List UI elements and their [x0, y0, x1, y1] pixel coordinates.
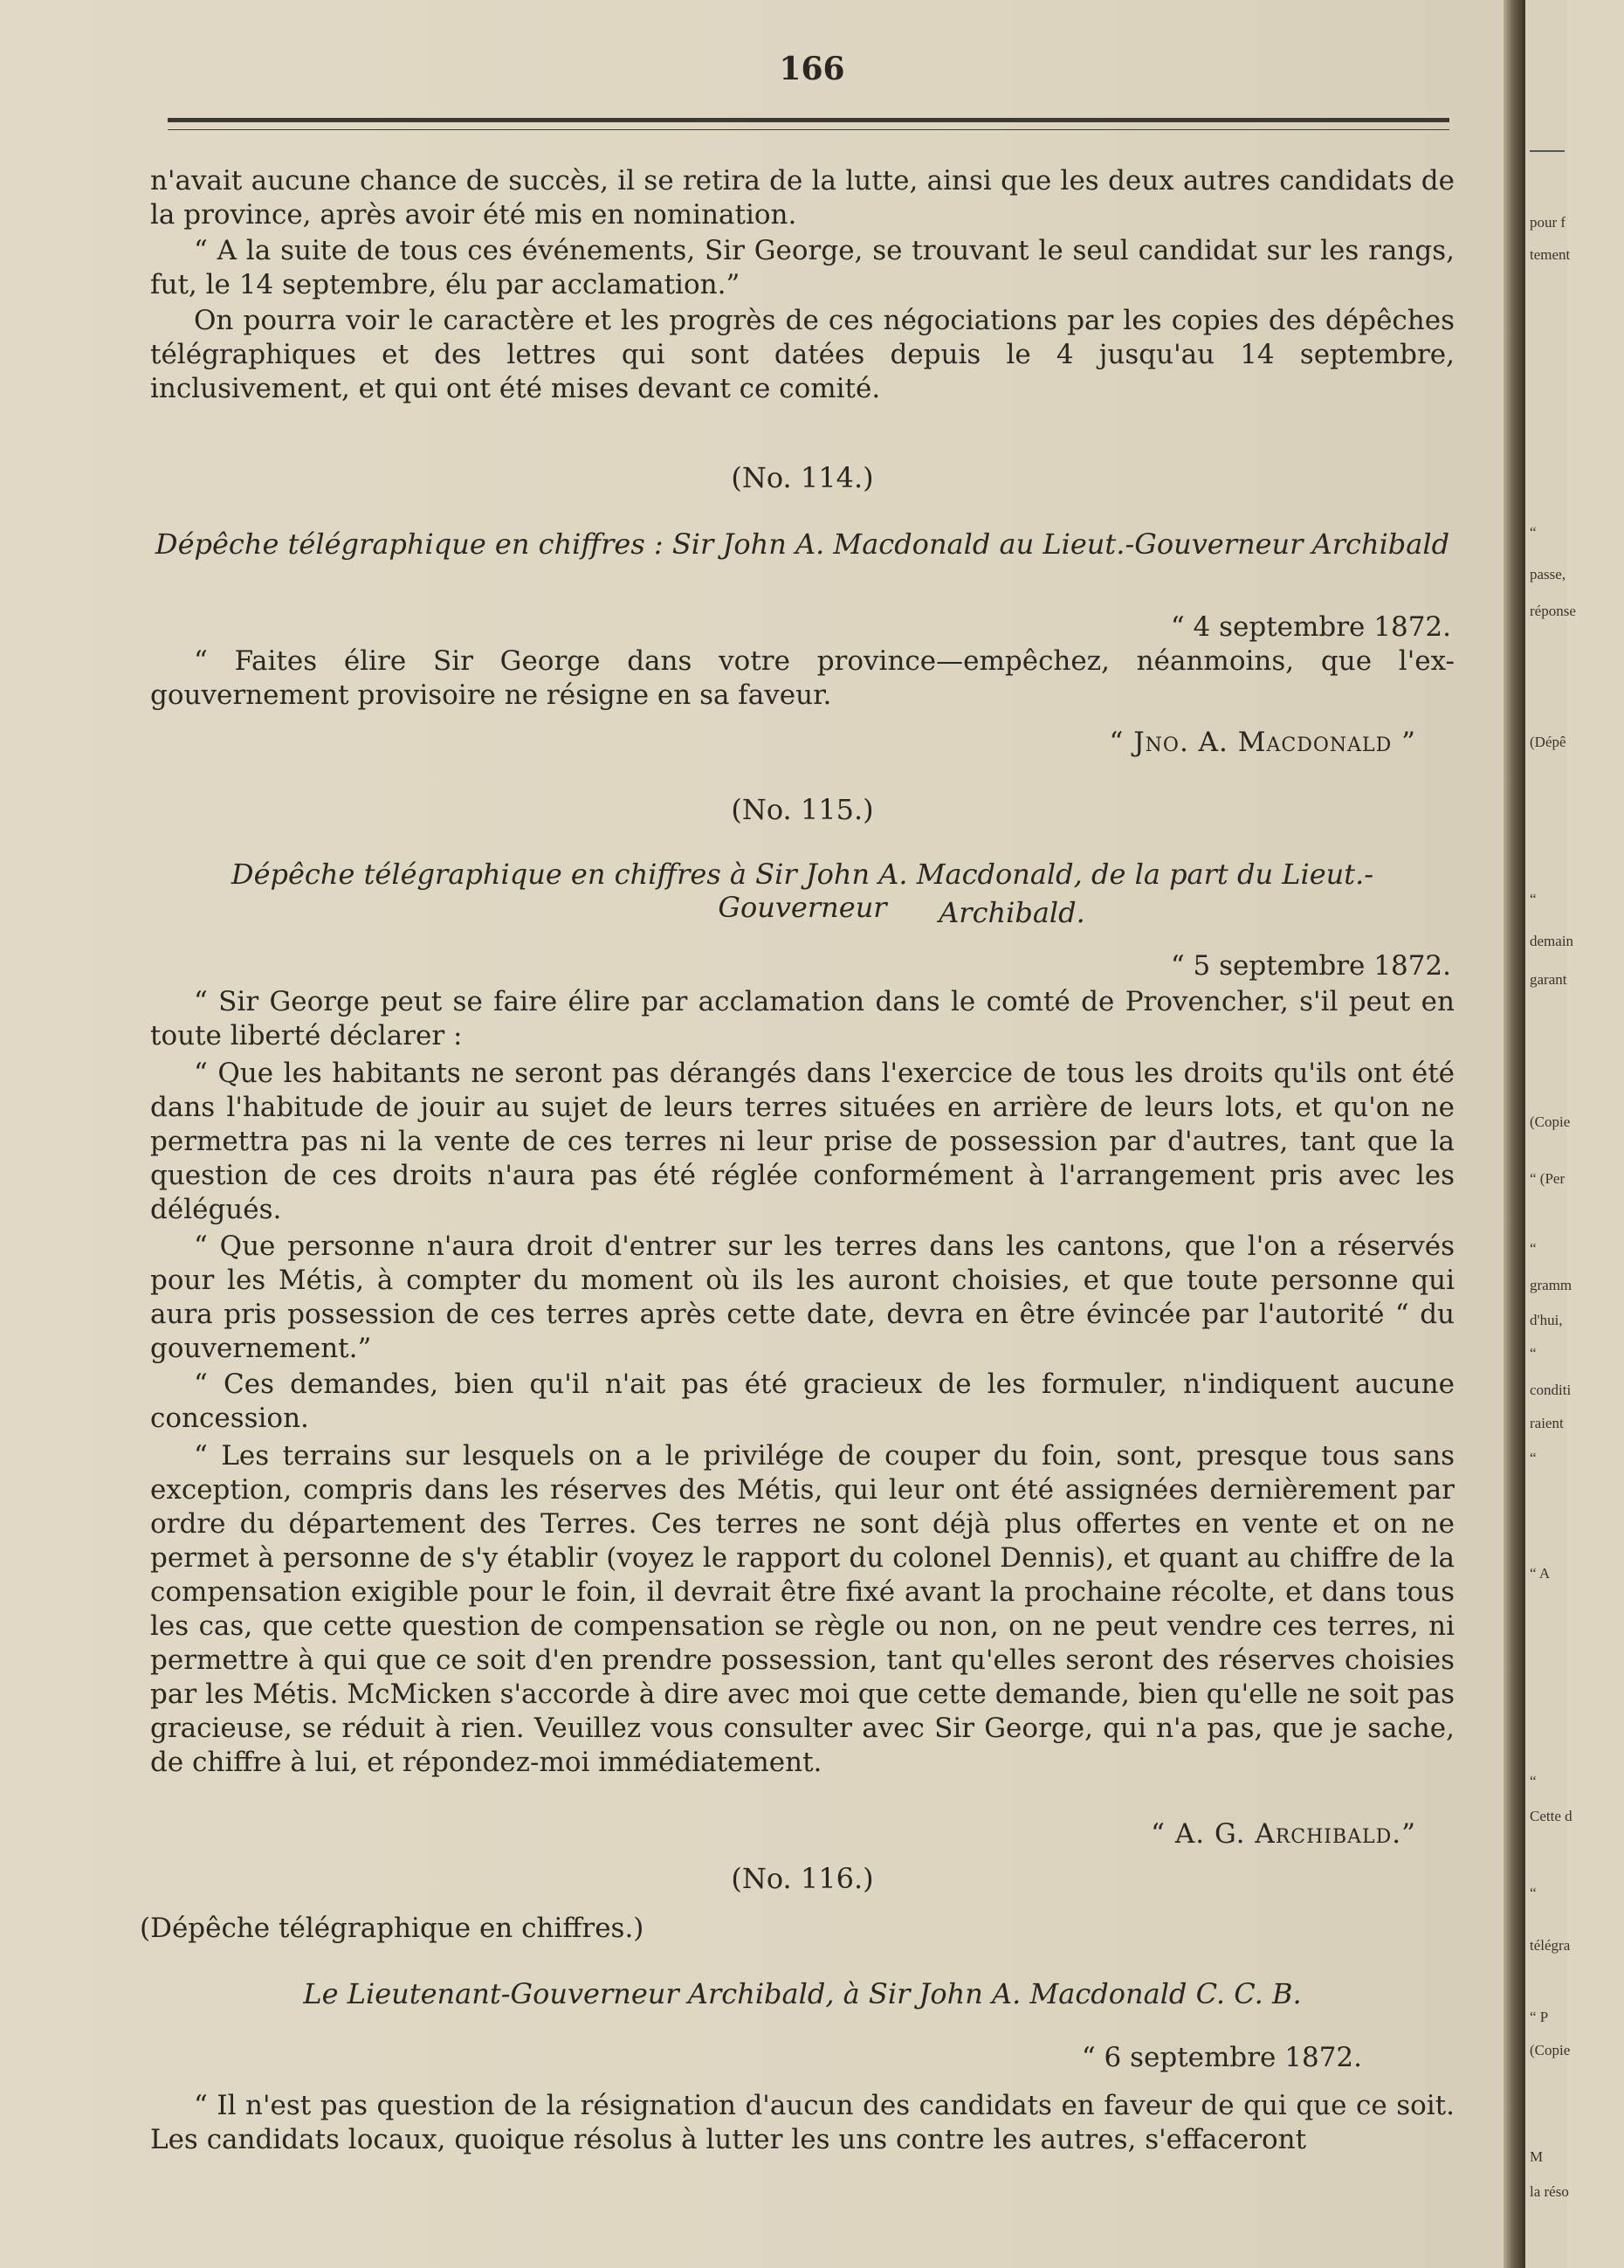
adjacent-page-fragment: “ A — [1530, 1565, 1551, 1582]
document-title-115-line1: Dépêche télégraphique en chiffres à Sir John A. Macdonald, de la part du Lieut.-Gouverneur — [231, 858, 1374, 924]
adjacent-page-fragment: “ (Per — [1530, 1170, 1566, 1187]
adjacent-page-fragment: “ — [1530, 1885, 1537, 1901]
adjacent-page-fragment: passe, — [1530, 566, 1566, 583]
adjacent-page-fragment: demain — [1530, 933, 1574, 949]
adjacent-page-fragment: pour f — [1530, 214, 1566, 231]
adjacent-page-fragment: “ — [1530, 1345, 1537, 1361]
adjacent-page-fragment: M — [1530, 2148, 1544, 2165]
document-paragraph-115-1: “ Sir George peut se faire élire par acclamation dans le comté de Provencher, s'il peut en toute liberté déclarer : — [150, 986, 1455, 1051]
document-title-116: Le Lieutenant-Gouverneur Archibald, à Sir John A. Macdonald C. C. B. — [303, 1977, 1302, 2010]
adjacent-page-fragment: télégra — [1530, 1937, 1571, 1954]
document-date-114: “ 4 septembre 1872. — [1170, 611, 1451, 643]
document-body-114: “ Faites élire Sir George dans votre province—empêchez, néanmoins, que l'ex-gouvernement provisoire ne résigne en sa faveur. — [150, 645, 1455, 711]
document-number-114: (No. 114.) — [731, 461, 874, 494]
adjacent-page-fragment: raient — [1530, 1415, 1564, 1431]
signature-115: “ A. G. Archibald.” — [1151, 1818, 1416, 1850]
document-paragraph-115-2: “ Que les habitants ne seront pas dérangés dans l'exercice de tous les droits qu'ils ont été dans l'habitude de jouir au sujet de leurs terres situées en arrière de leurs lots, et qu'on ne permettra pas ni la vente de ces terres ni leur prise de possession par d'autres, tant que la question de ces droits n'aura pas été réglée conformément à l'arrangement pris avec les délégués. — [150, 1058, 1455, 1225]
adjacent-page-fragment: (Copie — [1530, 1113, 1571, 1130]
adjacent-page-fragment: d'hui, — [1530, 1312, 1563, 1328]
document-paragraph-115-3: “ Que personne n'aura droit d'entrer sur les terres dans les cantons, que l'on a réservés pour les Métis, à compter du moment où ils les auront choisies, et que toute personne qui aura pris possession de ces terres après cette date, devra en être évincée par l'autorité “ du gouvernement.” — [150, 1231, 1455, 1364]
paragraph-intro-3: On pourra voir le caractère et les progrès de ces négociations par les copies des dépêches télégraphiques et des lettres qui sont datées depuis le 4 jusqu'au 14 septembre, inclusivement, et qui ont été mises devant ce comité. — [150, 305, 1455, 404]
adjacent-page-fragment: réponse — [1530, 603, 1576, 619]
signature-114: “ Jno. A. Macdonald ” — [1109, 727, 1416, 758]
adjacent-page-fragment: “ — [1530, 524, 1537, 541]
paragraph-intro-1: n'avait aucune chance de succès, il se retira de la lutte, ainsi que les deux autres candidats de la province, après avoir été mis en nomination. — [150, 165, 1455, 231]
header-rule-thin — [168, 129, 1449, 130]
document-date-116: “ 6 septembre 1872. — [1081, 2042, 1362, 2073]
adjacent-page-fragment: “ — [1530, 1773, 1537, 1789]
adjacent-page-fragment: (Dépê — [1530, 734, 1566, 750]
document-paragraph-116-1: “ Il n'est pas question de la résignation d'aucun des candidats en faveur de qui que ce soit. Les candidats locaux, quoique résolus à lutter les uns contre les autres, s'effaceront — [150, 2090, 1455, 2155]
adjacent-page-fragment: garant — [1530, 971, 1567, 988]
document-date-115: “ 5 septembre 1872. — [1170, 950, 1451, 982]
document-number-116: (No. 116.) — [731, 1862, 874, 1895]
adjacent-page-fragment: “ — [1530, 1450, 1537, 1466]
adjacent-page-rule — [1530, 150, 1565, 152]
document-paragraph-115-5: “ Les terrains sur lesquels on a le privilége de couper du foin, sont, presque tous sans exception, compris dans les réserves des Métis, qui leur ont été assignées dernièrement par ordre du département des Terres. Ces terres ne sont déjà plus offertes en vente et on ne permet à personne de s'y établir (voyez le rapport du colonel Dennis), et quant au chiffre de la compensation exigible pour le foin, il devrait être fixé avant la prochaine récolte, et dans tous les cas, que cette question de compensation se règle ou non, on ne peut vendre ces terres, ni permettre à qui que ce soit d'en prendre possession, tant qu'elles seront des réserves choisies par les Métis. McMicken s'accorde à dire avec moi que cette demande, bien qu'elle ne soit pas gracieuse, se réduit à rien. Veuillez vous consulter avec Sir George, qui n'a pas, que je sache, de chiffre à lui, et répondez-moi immédiatement. — [150, 1440, 1455, 1778]
adjacent-page-fragment: conditi — [1530, 1382, 1572, 1398]
adjacent-page-edge — [1525, 0, 1567, 2268]
adjacent-page-fragment: (Copie — [1530, 2042, 1571, 2058]
adjacent-page-fragment: Cette d — [1530, 1808, 1572, 1824]
adjacent-page-fragment: la réso — [1530, 2183, 1569, 2200]
book-gutter — [1504, 0, 1525, 2268]
header-rule-thick — [168, 118, 1449, 122]
adjacent-page-fragment: “ — [1530, 1240, 1537, 1257]
document-title-115-line2: Archibald. — [939, 896, 1085, 929]
document-header-116: (Dépêche télégraphique en chiffres.) — [140, 1913, 644, 1944]
document-title-114: Dépêche télégraphique en chiffres : Sir John A. Macdonald au Lieut.-Gouverneur Archibald — [155, 527, 1450, 561]
page-number: 166 — [779, 51, 845, 87]
adjacent-page-fragment: “ — [1530, 891, 1537, 907]
adjacent-page-fragment: “ P — [1530, 2009, 1549, 2025]
adjacent-page-fragment: gramm — [1530, 1277, 1572, 1293]
document-paragraph-115-4: “ Ces demandes, bien qu'il n'ait pas été gracieux de les formuler, n'indiquent aucune concession. — [150, 1368, 1455, 1434]
paragraph-intro-2: “ A la suite de tous ces événements, Sir George, se trouvant le seul candidat sur les rangs, fut, le 14 septembre, élu par acclamation.” — [150, 235, 1455, 300]
document-number-115: (No. 115.) — [731, 793, 874, 826]
adjacent-page-fragment: tement — [1530, 246, 1571, 263]
